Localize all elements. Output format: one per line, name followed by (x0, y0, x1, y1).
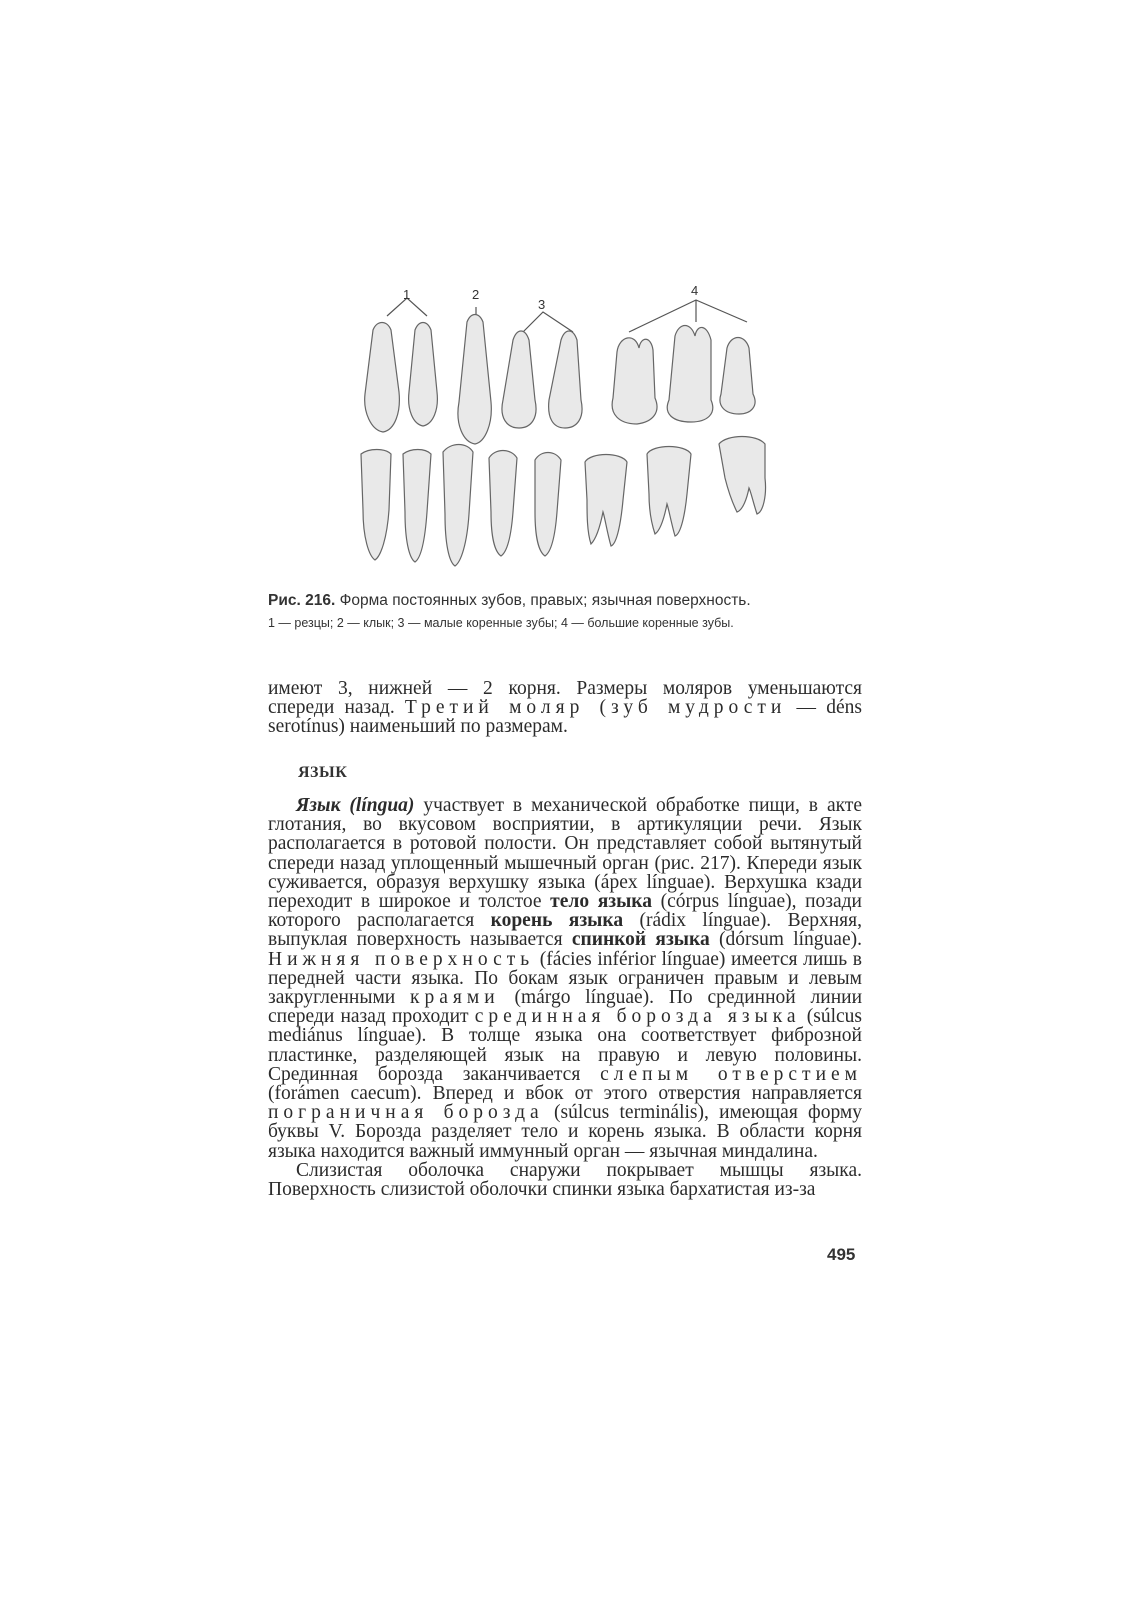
lower-incisor-1 (361, 450, 391, 561)
upper-molar-2 (667, 326, 713, 423)
intro-line-2c: — déns (796, 697, 862, 719)
lower-premolar-2 (535, 453, 561, 557)
label-3: 3 (538, 297, 546, 312)
upper-incisor-1 (365, 323, 400, 433)
teeth-illustration (355, 282, 785, 572)
intro-line-3: serotínus) наименьший по размерам. (268, 716, 568, 738)
term-margins: краями (410, 987, 500, 1009)
upper-premolar-2 (549, 331, 582, 428)
caption-title: Форма постоянных зубов, правых; язычная поверхность. (339, 592, 751, 609)
lower-canine (443, 445, 473, 567)
term-inferior-surface: Нижняя поверхность (268, 948, 535, 970)
intro-line-1: имеют 3, нижней — 2 корня. Размеры моляров уменьшаются (268, 678, 862, 699)
caption-number: Рис. 216. (268, 592, 336, 609)
term-root: корень языка (490, 910, 624, 932)
term-foramen-caecum: слепым отверстием (600, 1063, 862, 1085)
paragraph-2: Слизистая оболочка снаружи покрывает мышцы языка. Поверхность слизистой оболочки спинки языка бархатистая из-за (268, 1159, 862, 1201)
figure-caption (268, 591, 868, 633)
lower-molar-2 (647, 447, 691, 537)
lower-incisor-2 (403, 450, 431, 563)
upper-premolar-1 (502, 331, 536, 428)
term-tongue: Язык (língua) (296, 795, 415, 816)
tongue-paragraph (268, 796, 862, 1199)
term-body: тело языка (550, 891, 652, 913)
upper-incisor-2 (409, 323, 438, 427)
upper-molar-3 (720, 338, 755, 415)
lower-molar-1 (585, 455, 627, 547)
paragraph-1: Язык (língua) участвует в механической обработке пищи, в акте глотания, во вкусовом восприятии, в артикуляции речи. Язык располагается в ротовой полости. Он представляет собой вытянутый спереди назад уплощенный мышечный орган (рис. 217). Кпереди язык суживается, образуя верхушку языка (ápex línguae). Верхушка кзади переходит в широкое и толстое тело языка (córpus línguae), позади которого располагается корень языка (rádix línguae). Верхняя, выпуклая поверхность называется спинкой языка (dórsum línguae). Нижняя поверхность (fácies inférior línguae) имеется лишь в передней части языка. По бокам язык ограничен правым и левым закругленными краями (márgo línguae). По срединной линии спереди назад проходит срединная борозда языка (súlcus mediánus línguae). В толще языка она соответствует фиброзной пластинке, разделяющей язык на правую и левую половины. Срединная борозда заканчивается слепым отверстием (forámen caecum). Вперед и вбок от этого отверстия направляется пограничная борозда (súlcus terminális), имеющая форму буквы V. Борозда разделяет тело и корень языка. В области корня языка находится важный иммунный орган — язычная миндалина. (268, 795, 863, 1162)
third-molar-term: Третий моляр (зуб мудрости (404, 697, 787, 719)
lower-molar-3 (719, 437, 766, 515)
intro-text (268, 679, 862, 737)
page-number: 495 (827, 1245, 856, 1264)
intro-line-2a: спереди назад. (268, 697, 395, 719)
term-dorsum: спинкой языка (571, 929, 710, 951)
label-4: 4 (691, 283, 699, 298)
term-terminal-sulcus: пограничная борозда (268, 1102, 544, 1124)
label-2: 2 (472, 287, 480, 302)
lower-premolar-1 (489, 451, 517, 557)
upper-canine (458, 315, 491, 445)
caption-legend: 1 — резцы; 2 — клык; 3 — малые коренные зубы; 4 — большие коренные зубы. (268, 616, 734, 630)
teeth-figure (355, 282, 785, 572)
label-1: 1 (403, 287, 411, 302)
section-heading: ЯЗЫК (298, 764, 348, 781)
bracket-premolars (523, 312, 573, 332)
term-median-sulcus: срединная борозда языка (474, 1006, 801, 1028)
upper-molar-1 (612, 338, 657, 424)
